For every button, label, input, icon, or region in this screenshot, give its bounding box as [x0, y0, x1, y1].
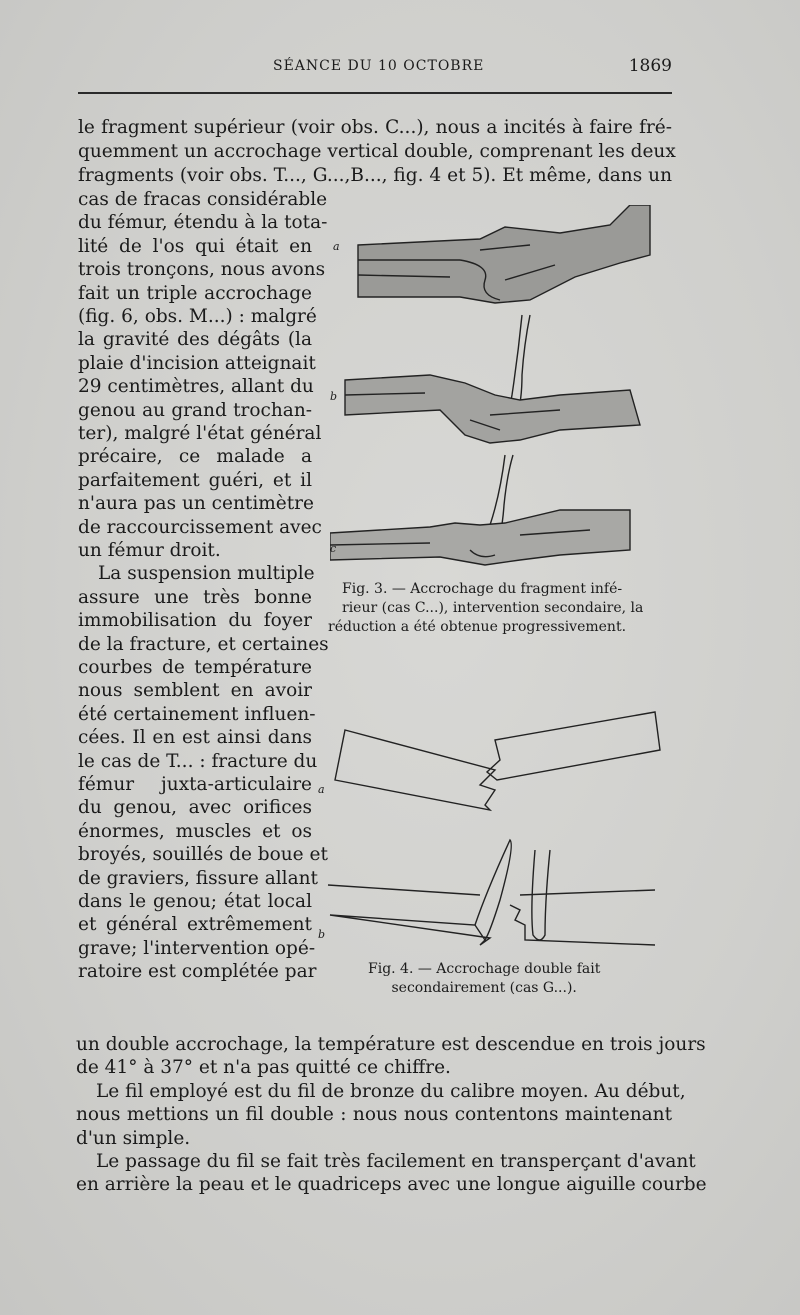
- text-line: parfaitement guéri, et il: [78, 469, 312, 491]
- text-line: fémur juxta-articulaire: [78, 774, 312, 795]
- text-line: Le passage du fil se fait très facilement en transperçant d'avant: [96, 1151, 696, 1172]
- text-line: nous semblent en avoir: [78, 680, 312, 702]
- text-line: trois tronçons, nous avons: [78, 259, 326, 281]
- text-line: lité de l'os qui était en: [78, 235, 312, 257]
- text-line: cées. Il en est ainsi dans: [78, 727, 312, 749]
- header-title: SÉANCE DU 10 OCTOBRE: [273, 58, 485, 74]
- figure-4-drawing: [325, 700, 665, 955]
- text-line: le cas de T... : fracture du: [78, 750, 318, 772]
- fig4-label-a: a: [318, 783, 325, 796]
- fig3-label-b: b: [330, 390, 338, 403]
- text-line: énormes, muscles et os: [78, 820, 312, 842]
- fig4-caption-line: Fig. 4. — Accrochage double fait: [368, 961, 601, 977]
- text-line: genou au grand trochan-: [78, 399, 312, 421]
- page-number: 1869: [628, 56, 672, 76]
- text-line: ratoire est complétée par: [78, 961, 317, 983]
- text-line: et général extrêmement: [78, 914, 312, 936]
- text-line: n'aura pas un centimètre: [78, 493, 314, 515]
- text-line: assure une très bonne: [78, 586, 312, 608]
- text-line: quemment un accrochage vertical double, comprenant les deux: [78, 141, 676, 162]
- text-line: (fig. 6, obs. M...) : malgré: [78, 306, 317, 327]
- text-line: précaire, ce malade a: [78, 446, 312, 468]
- running-header: [78, 58, 672, 82]
- text-line: un fémur droit.: [78, 540, 221, 561]
- text-line: de graviers, fissure allant: [78, 867, 318, 889]
- text-line: dans le genou; état local: [78, 891, 312, 912]
- text-line: de 41° à 37° et n'a pas quitté ce chiffre.: [76, 1057, 451, 1079]
- text-line: courbes de température: [78, 657, 312, 678]
- fig4-caption-line: secondairement (cas G...).: [391, 980, 577, 996]
- figure-4-caption: [368, 960, 600, 998]
- figure-3-caption: [328, 580, 644, 637]
- text-line: 29 centimètres, allant du: [78, 376, 314, 398]
- fig3-label-a: a: [333, 240, 340, 253]
- fig3-label-c: c: [330, 542, 337, 555]
- text-line: ter), malgré l'état général: [78, 423, 322, 444]
- text-line: de la fracture, et certaines: [78, 633, 329, 655]
- fig3-caption-line: Fig. 3. — Accrochage du fragment infé-: [342, 581, 623, 597]
- figure-4-svg: [325, 700, 665, 955]
- text-line: d'un simple.: [76, 1127, 191, 1149]
- text-line: cas de fracas considérable: [78, 189, 328, 210]
- figure-3-drawing: [330, 205, 670, 580]
- text-line: un double accrochage, la température est descendue en trois jours: [76, 1034, 706, 1055]
- fig3-caption-line: rieur (cas C...), intervention secondaire, la: [342, 600, 644, 616]
- text-line: le fragment supérieur (voir obs. C...), nous a incités à faire fré-: [78, 117, 672, 138]
- text-line: du fémur, étendu à la tota-: [78, 212, 328, 234]
- figure-3-svg: [330, 205, 670, 580]
- fig4-label-b: b: [318, 928, 326, 941]
- text-line: fait un triple accrochage: [78, 282, 312, 304]
- header-rule: [78, 92, 672, 94]
- text-line: fragments (voir obs. T..., G...,B..., fig. 4 et 5). Et même, dans un: [78, 165, 672, 186]
- text-line: immobilisation du foyer: [78, 610, 312, 632]
- text-line: La suspension multiple: [98, 563, 315, 585]
- text-line: broyés, souillés de boue et: [78, 844, 328, 866]
- fig3-caption-line: réduction a été obtenue progressivement.: [328, 619, 627, 635]
- text-line: été certainement influen-: [78, 703, 316, 725]
- text-line: nous mettions un fil double : nous nous contentons maintenant: [76, 1104, 672, 1126]
- text-line: grave; l'intervention opé-: [78, 937, 316, 959]
- text-line: plaie d'incision atteignait: [78, 352, 316, 374]
- text-line: Le fil employé est du fil de bronze du calibre moyen. Au début,: [96, 1080, 686, 1102]
- text-line: en arrière la peau et le quadriceps avec une longue aiguille courbe: [76, 1174, 707, 1196]
- text-line: du genou, avec orifices: [78, 797, 312, 819]
- text-line: de raccourcissement avec: [78, 516, 322, 538]
- text-line: la gravité des dégâts (la: [78, 329, 312, 351]
